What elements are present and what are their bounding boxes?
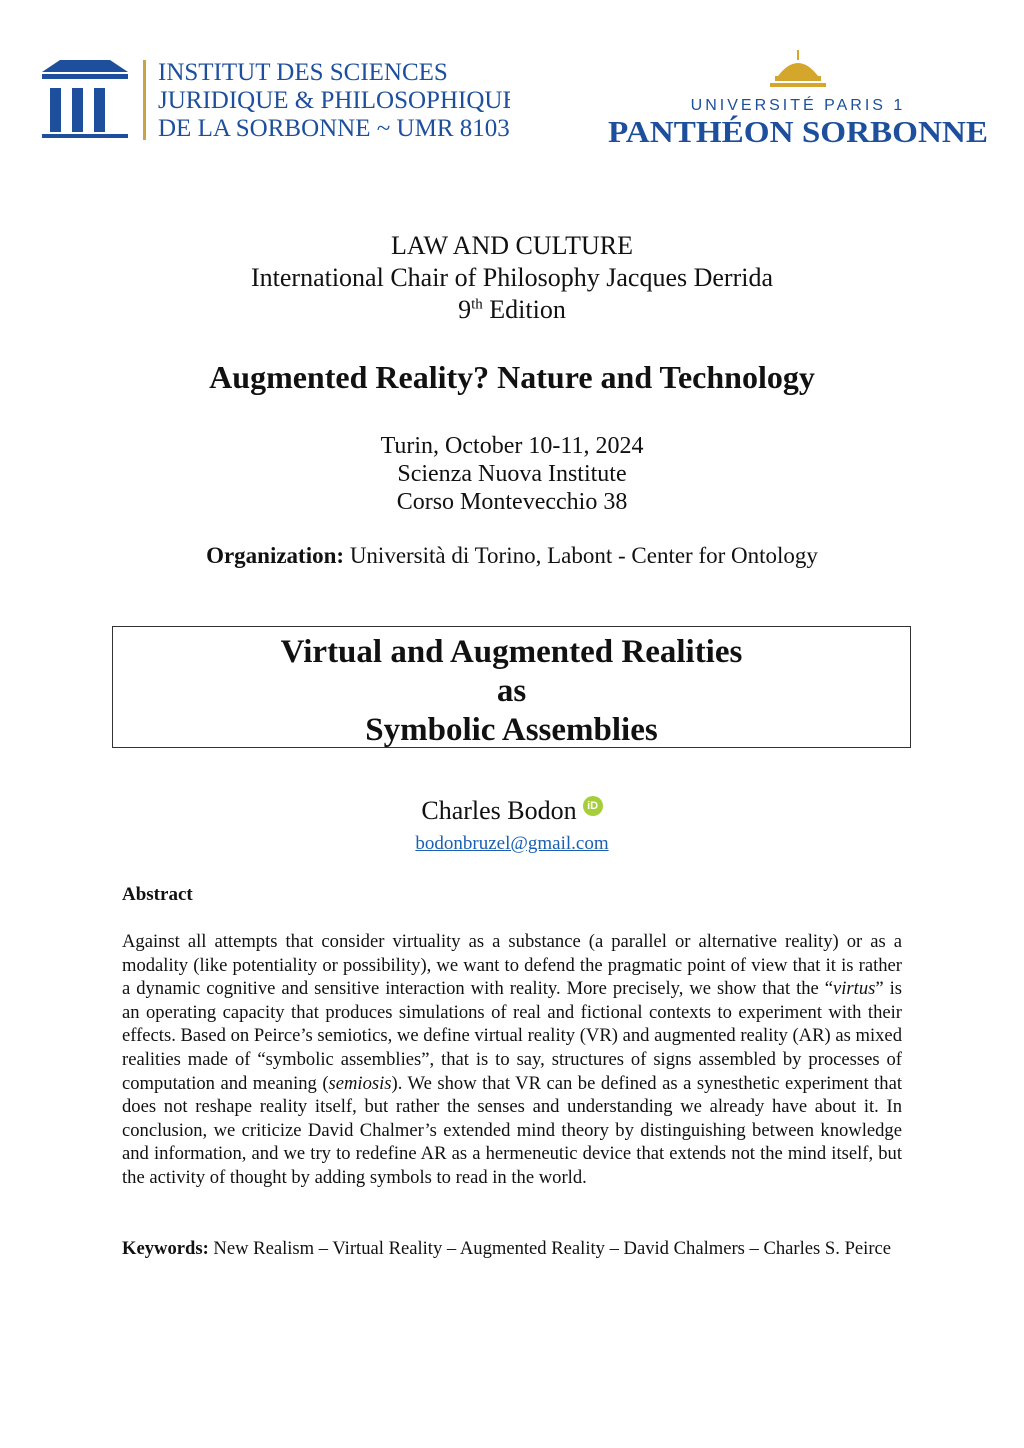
keywords <box>122 1237 902 1261</box>
dome-icon <box>770 50 826 87</box>
edition-number: 9 <box>458 295 472 324</box>
logo-base <box>42 134 128 138</box>
edition-suffix: th <box>471 296 483 313</box>
venue-info <box>0 432 1024 516</box>
organization-value: Università di Torino, Labont - Center for Ontology <box>349 543 818 568</box>
logo-right-line2: PANTHÉON SORBONNE <box>608 114 988 149</box>
header-line1: LAW AND CULTURE <box>390 231 634 260</box>
logo-right-line1: UNIVERSITÉ PARIS 1 <box>690 97 906 114</box>
author-name: Charles Bodon <box>421 796 577 825</box>
paper-title-line3: Symbolic Assemblies <box>365 712 658 748</box>
abstract-text <box>122 930 902 1190</box>
abstract-part1: Against all attempts that consider virtuality as a substance (a parallel or alternative reality) or as a modality (like potentiality or possibility), we want to defend the pragmatic point of view that it is rather a dynamic cognitive and sensitive interaction with reality. More precisely, we show that the “ <box>122 931 902 1000</box>
logo-roof-base <box>42 74 128 79</box>
conference-title: Augmented Reality? Nature and Technology <box>209 359 815 395</box>
paper-title-line1: Virtual and Augmented Realities <box>280 634 743 670</box>
venue-line1: Turin, October 10-11, 2024 <box>380 433 644 459</box>
logo-roof-shape <box>42 60 128 72</box>
abstract-italic-virtus: virtus <box>833 978 876 1000</box>
paper-title-line2: as <box>496 673 527 709</box>
abstract-part3: ). We show that VR can be defined as a synesthetic experiment that does not reshape reality itself, but rather the senses and understanding we already have about it. In conclusion, we criticize David Chalmer’s extended mind theory by distinguishing between knowledge and information, and we try to redefine AR as a hermeneutic device that extends not the mind itself, but the activity of thought by adding symbols to read in the world. <box>122 1072 902 1188</box>
logo-column <box>94 88 105 132</box>
author-email <box>0 833 1024 855</box>
logo-left-line2: JURIDIQUE & PHILOSOPHIQUE <box>158 87 510 114</box>
logo-column <box>50 88 61 132</box>
venue-line3: Corso Montevecchio 38 <box>396 489 628 515</box>
email-link[interactable]: bodonbruzel@gmail.com <box>415 833 609 854</box>
author <box>0 796 1024 826</box>
logo-column <box>72 88 83 132</box>
orcid-icon[interactable]: iD <box>583 796 603 816</box>
edition-word: Edition <box>489 295 566 324</box>
header-edition <box>0 294 1024 326</box>
isjps-logo <box>40 56 510 146</box>
pantheon-sorbonne-logo <box>600 46 995 156</box>
keywords-label: Keywords: <box>122 1238 209 1259</box>
paper-title-box <box>112 626 911 748</box>
keywords-value: New Realism – Virtual Reality – Augmented Reality – David Chalmers – Charles S. Peirce <box>213 1238 892 1259</box>
isjps-logo-graphic <box>40 56 510 146</box>
pantheon-sorbonne-logo-graphic <box>600 46 995 156</box>
header-line2: International Chair of Philosophy Jacques Derrida <box>250 263 774 292</box>
abstract-heading: Abstract <box>122 884 193 905</box>
abstract-part2: ” is an operating capacity that produces simulations of real and fictional contexts to experiment with their effects. Based on Peirce’s semiotics, we define virtual reality (VR) and augmented reality (AR) as mixed realities made of “symbolic assemblies”, that is to say, structures of signs assembled by processes of computation and meaning ( <box>122 978 902 1094</box>
venue-line2: Scienza Nuova Institute <box>397 461 627 487</box>
organization-label: Organization: <box>206 543 345 568</box>
logo-left-line1: INSTITUT DES SCIENCES <box>158 59 448 86</box>
conference-header <box>0 230 1024 326</box>
organization <box>0 543 1024 569</box>
logo-divider-bar <box>143 60 146 140</box>
logo-left-line3: DE LA SORBONNE ~ UMR 8103 <box>158 115 510 142</box>
abstract-italic-semiosis: semiosis <box>328 1072 392 1094</box>
